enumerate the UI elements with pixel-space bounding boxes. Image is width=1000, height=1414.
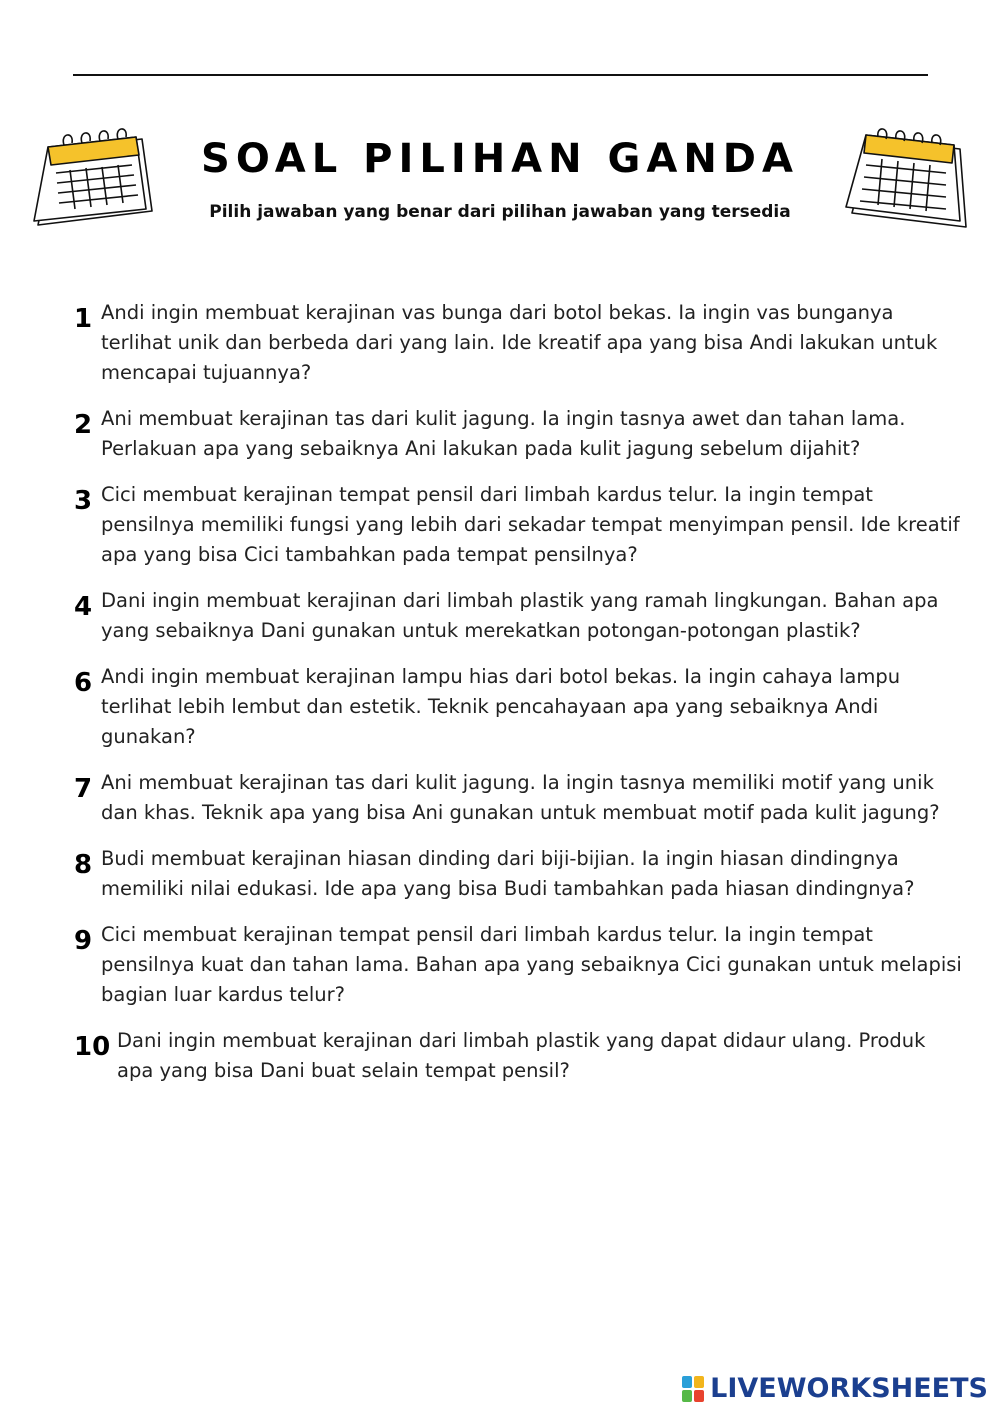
question-text: Andi ingin membuat kerajinan vas bunga dari botol bekas. Ia ingin vas bunganya terlihat unik dan berbeda dari yang lain. Ide kreatif apa yang bisa Andi lakukan untuk mencapai tujuannya? (101, 301, 938, 384)
question-number: 8 (74, 850, 93, 880)
top-divider (73, 74, 928, 76)
question-number: 2 (74, 410, 93, 440)
question-number: 7 (74, 774, 93, 804)
question-item (70, 920, 965, 1010)
question-text: Ani membuat kerajinan tas dari kulit jagung. Ia ingin tasnya memiliki motif yang unik dan khas. Teknik apa yang bisa Ani gunakan untuk membuat motif pada kulit jagung? (101, 771, 940, 824)
question-number: 1 (74, 304, 93, 334)
question-item (70, 298, 965, 388)
question-number: 9 (74, 926, 93, 956)
question-text: Dani ingin membuat kerajinan dari limbah plastik yang ramah lingkungan. Bahan apa yang sebaiknya Dani gunakan untuk merekatkan potongan-potongan plastik? (101, 589, 939, 642)
question-item (70, 586, 965, 646)
question-list (70, 298, 965, 1102)
question-text: Dani ingin membuat kerajinan dari limbah plastik yang dapat didaur ulang. Produk apa yang bisa Dani buat selain tempat pensil? (117, 1029, 926, 1082)
question-text: Andi ingin membuat kerajinan lampu hias dari botol bekas. Ia ingin cahaya lampu terlihat lebih lembut dan estetik. Teknik pencahayaan apa yang sebaiknya Andi gunakan? (101, 665, 901, 748)
question-number: 6 (74, 668, 93, 698)
question-number: 10 (74, 1032, 111, 1062)
question-item (70, 404, 965, 464)
liveworksheets-logo[interactable] (682, 1373, 988, 1405)
liveworksheets-wordmark: LIVEWORKSHEETS (710, 1373, 988, 1404)
question-item (70, 662, 965, 752)
question-number: 4 (74, 592, 93, 622)
question-item (70, 844, 965, 904)
question-item (70, 768, 965, 828)
question-item (70, 480, 965, 570)
question-text: Budi membuat kerajinan hiasan dinding dari biji-bijian. Ia ingin hiasan dindingnya memiliki nilai edukasi. Ide apa yang bisa Budi tambahkan pada hiasan dindingnya? (101, 847, 915, 900)
page-subtitle: Pilih jawaban yang benar dari pilihan jawaban yang tersedia (209, 202, 791, 222)
question-number: 3 (74, 486, 93, 516)
question-text: Cici membuat kerajinan tempat pensil dari limbah kardus telur. Ia ingin tempat pensilnya memiliki fungsi yang lebih dari sekadar tempat menyimpan pensil. Ide kreatif apa yang bisa Cici tambahkan pada tempat pensilnya? (101, 483, 960, 566)
liveworksheets-mark-icon (682, 1376, 704, 1402)
question-text: Cici membuat kerajinan tempat pensil dari limbah kardus telur. Ia ingin tempat pensilnya kuat dan tahan lama. Bahan apa yang sebaiknya Cici gunakan untuk melapisi bagian luar kardus telur? (101, 923, 962, 1006)
question-item (70, 1026, 965, 1086)
page-title: SOAL PILIHAN GANDA (201, 136, 799, 182)
question-text: Ani membuat kerajinan tas dari kulit jagung. Ia ingin tasnya awet dan tahan lama. Perlakuan apa yang sebaiknya Ani lakukan pada kulit jagung sebelum dijahit? (101, 407, 906, 460)
